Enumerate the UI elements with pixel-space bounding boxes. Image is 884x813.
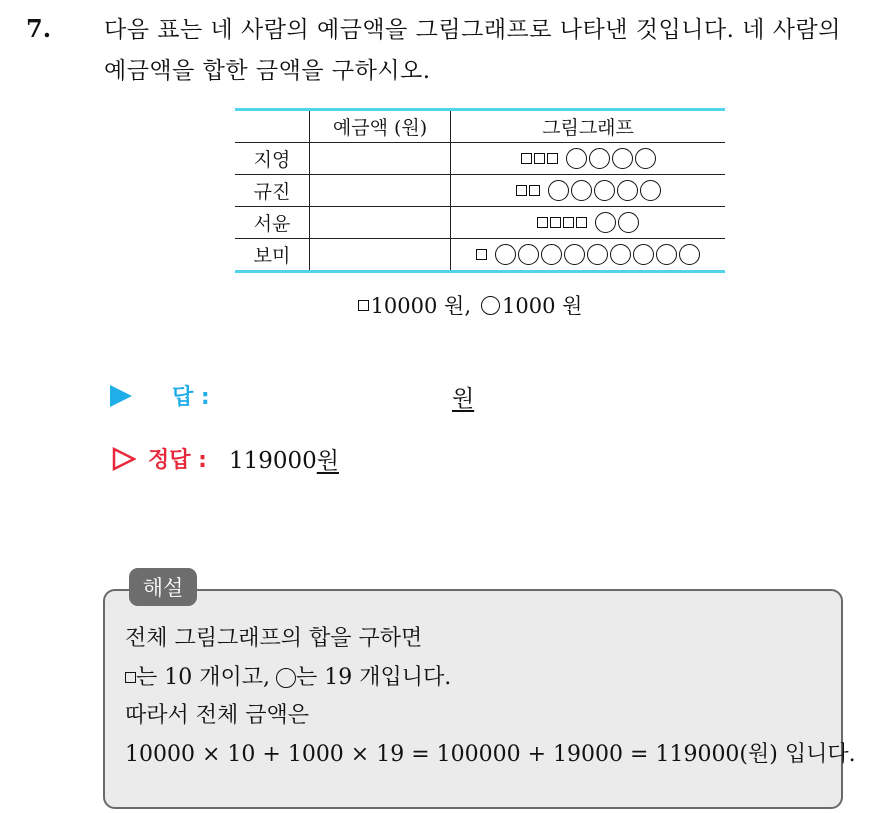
explanation-fragment: 는 19 개입니다. bbox=[295, 664, 452, 690]
row-name: 보미 bbox=[235, 239, 310, 272]
circle-icon bbox=[587, 244, 608, 265]
row-amount bbox=[310, 175, 451, 207]
table-header-row bbox=[235, 110, 725, 143]
explanation-line: 전체 그림그래프의 합을 구하면 bbox=[125, 626, 423, 651]
square-icon bbox=[534, 153, 545, 164]
pictograph-glyphs bbox=[451, 180, 725, 201]
circle-icon bbox=[566, 148, 587, 169]
circle-icon bbox=[564, 244, 585, 265]
square-icon bbox=[358, 300, 369, 311]
table-row bbox=[235, 143, 725, 175]
pictograph-table bbox=[235, 108, 725, 273]
header-name bbox=[235, 110, 310, 143]
square-icon bbox=[550, 217, 561, 228]
circle-icon bbox=[541, 244, 562, 265]
row-amount bbox=[310, 143, 451, 175]
explanation-line: 10000 × 10 + 1000 × 19 = 100000 + 19000 = 119000(원) 입니다. bbox=[125, 741, 856, 767]
circle-icon bbox=[640, 180, 661, 201]
explanation-fragment: 는 10 개이고, bbox=[136, 664, 270, 690]
circle-icon bbox=[495, 244, 516, 265]
answer-label: 답 : bbox=[172, 385, 210, 410]
circle-icon bbox=[595, 212, 616, 233]
circle-icon bbox=[481, 296, 500, 315]
explanation-line: 따라서 전체 금액은 bbox=[125, 703, 310, 728]
table-row bbox=[235, 207, 725, 239]
square-icon bbox=[125, 672, 136, 683]
circle-icon bbox=[633, 244, 654, 265]
square-icon bbox=[537, 217, 548, 228]
square-icon bbox=[547, 153, 558, 164]
answer-unit: 원 bbox=[452, 386, 475, 412]
row-name: 지영 bbox=[235, 143, 310, 175]
row-amount bbox=[310, 207, 451, 239]
solution-value: 119000 bbox=[228, 448, 317, 474]
solution-row bbox=[112, 442, 339, 475]
square-icon bbox=[516, 185, 527, 196]
circle-icon bbox=[276, 668, 296, 688]
legend bbox=[0, 290, 884, 320]
header-graph: 그림그래프 bbox=[451, 110, 726, 143]
outline-triangle-icon bbox=[112, 447, 136, 471]
explanation-tag: 해설 bbox=[129, 568, 197, 606]
square-icon bbox=[529, 185, 540, 196]
header-amount: 예금액 (원) bbox=[310, 110, 451, 143]
question-number: 7. bbox=[26, 14, 52, 43]
explanation-text bbox=[125, 620, 856, 774]
circle-icon bbox=[617, 180, 638, 201]
answer-row bbox=[110, 380, 210, 411]
pictograph-glyphs bbox=[451, 244, 725, 265]
legend-circle-value: 1000 원 bbox=[502, 294, 583, 318]
circle-icon bbox=[548, 180, 569, 201]
explanation-line bbox=[125, 659, 856, 698]
table-row bbox=[235, 239, 725, 272]
row-amount bbox=[310, 239, 451, 272]
square-icon bbox=[476, 249, 487, 260]
play-triangle-icon bbox=[110, 385, 132, 407]
solution-label: 정답 : bbox=[148, 448, 207, 473]
circle-icon bbox=[518, 244, 539, 265]
row-name: 규진 bbox=[235, 175, 310, 207]
circle-icon bbox=[656, 244, 677, 265]
circle-icon bbox=[571, 180, 592, 201]
square-icon bbox=[563, 217, 574, 228]
pictograph-glyphs bbox=[451, 212, 725, 233]
question-text: 다음 표는 네 사람의 예금액을 그림그래프로 나타낸 것입니다. 네 사람의 예금액을 합한 금액을 구하시오. bbox=[104, 17, 841, 84]
circle-icon bbox=[679, 244, 700, 265]
circle-icon bbox=[589, 148, 610, 169]
pictograph-glyphs bbox=[451, 148, 725, 169]
square-icon bbox=[521, 153, 532, 164]
square-icon bbox=[576, 217, 587, 228]
circle-icon bbox=[618, 212, 639, 233]
circle-icon bbox=[594, 180, 615, 201]
legend-square-value: 10000 원, bbox=[370, 294, 472, 318]
circle-icon bbox=[610, 244, 631, 265]
solution-unit: 원 bbox=[316, 448, 339, 474]
row-name: 서윤 bbox=[235, 207, 310, 239]
circle-icon bbox=[612, 148, 633, 169]
circle-icon bbox=[635, 148, 656, 169]
table-row bbox=[235, 175, 725, 207]
